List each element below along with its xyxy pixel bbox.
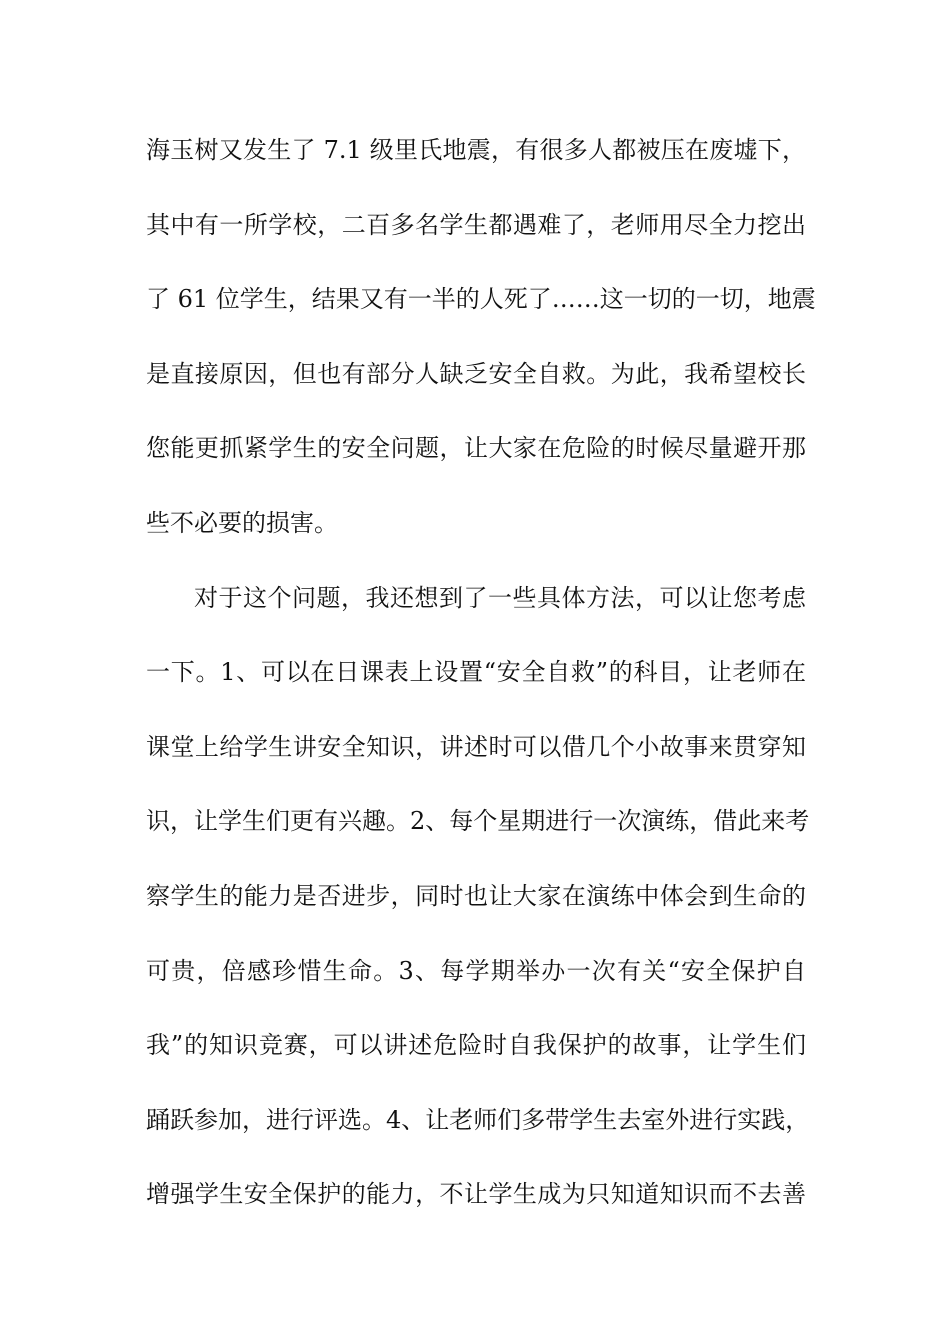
body-text [146,128,816,1247]
text-line: 海玉树又发生了 7.1 级里氏地震，有很多人都被压在废墟下， [146,136,806,164]
text-line: 我”的知识竞赛，可以讲述危险时自我保护的故事，让学生们 [146,1031,806,1060]
text-line: 些不必要的损害。 [146,508,338,537]
text-line: 踊跃参加，进行评选。4、让老师们多带学生去室外进行实践， [146,1105,810,1134]
text-line: 了 61 位学生，结果又有一半的人死了……这一切的一切，地震 [146,285,816,314]
text-line: 课堂上给学生讲安全知识，讲述时可以借几个小故事来贯穿知 [146,732,806,761]
text-line: 可贵，倍感珍惜生命。3、每学期举办一次有关“安全保护自 [146,956,806,985]
text-line: 您能更抓紧学生的安全问题，让大家在危险的时候尽量避开那 [146,434,806,463]
text-line: 察学生的能力是否进步，同时也让大家在演练中体会到生命的 [146,881,806,910]
text-line: 对于这个问题，我还想到了一些具体方法，可以让您考虑 [194,583,806,612]
text-line: 一下。1、可以在日课表上设置“安全自救”的科目，让老师在 [146,658,806,687]
text-line: 其中有一所学校，二百多名学生都遇难了，老师用尽全力挖出 [146,210,806,239]
text-line: 增强学生安全保护的能力，不让学生成为只知道知识而不去善 [146,1180,806,1209]
text-line: 是直接原因，但也有部分人缺乏安全自救。为此，我希望校长 [146,359,806,388]
text-line: 识，让学生们更有兴趣。2、每个星期进行一次演练，借此来考 [146,807,810,836]
